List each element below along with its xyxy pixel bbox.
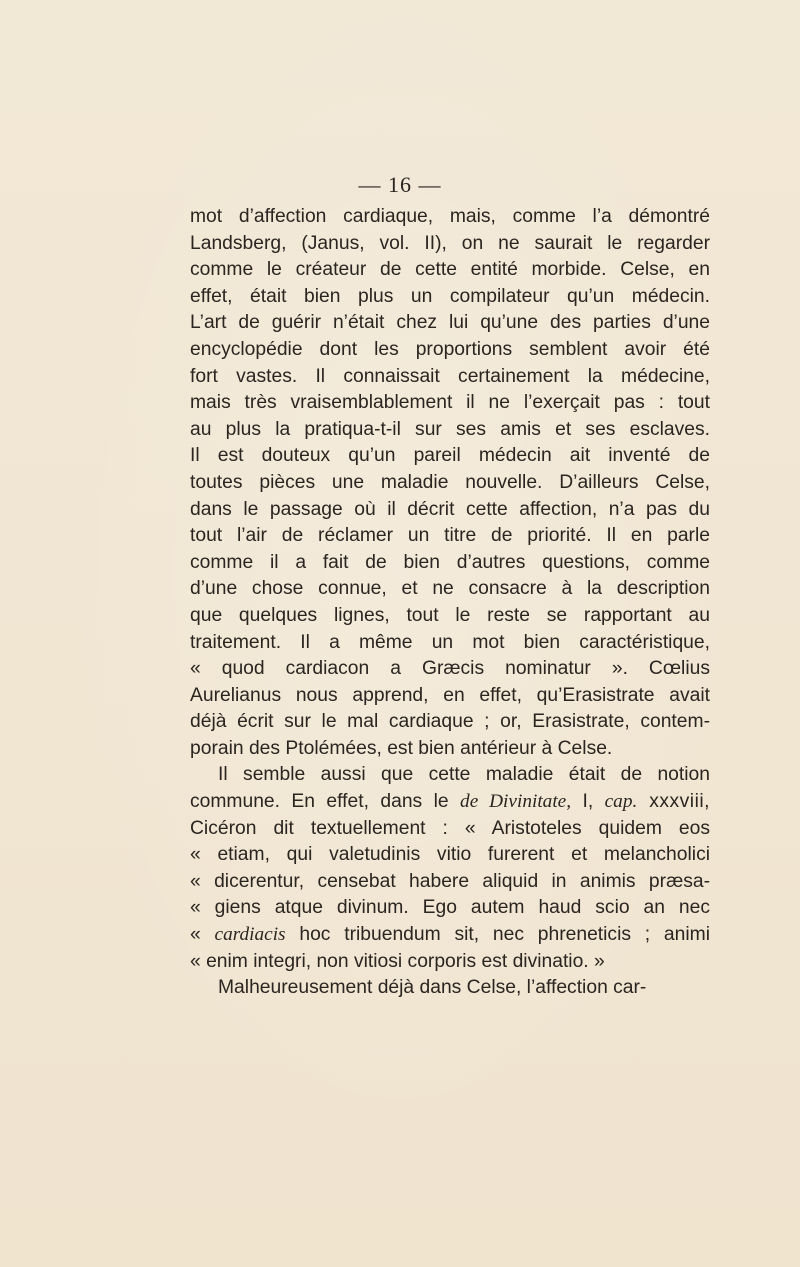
- text-line: mot d’affection cardiaque, mais, comme l’a démontré: [190, 206, 710, 227]
- italic-title: de Divinitate,: [460, 791, 572, 813]
- text-run: I,: [571, 791, 605, 813]
- text-line: « quod cardiacon a Græcis nominatur ». Cœlius: [190, 658, 710, 680]
- text-line: Landsberg, (Janus, vol. II), on ne saurait le regarder: [190, 232, 710, 254]
- text-line: effet, était bien plus un compilateur qu’un médecin.: [190, 285, 710, 307]
- text-line: comme il a fait de bien d’autres questions, comme: [190, 551, 710, 573]
- text-line: Aurelianus nous apprend, en effet, qu’Erasistrate avait: [190, 684, 710, 706]
- text-line: [190, 789, 710, 816]
- quote-line: « giens atque divinum. Ego autem haud scio an nec: [190, 897, 710, 919]
- text-line: tout l’air de réclamer un titre de priorité. Il en parle: [190, 525, 710, 547]
- text-line: d’une chose connue, et ne consacre à la description: [190, 578, 710, 600]
- text-run: «: [190, 924, 215, 946]
- text-line: mais très vraisemblablement il ne l’exerçait pas : tout: [190, 392, 710, 414]
- italic-word: cardiacis: [214, 924, 286, 946]
- quote-line: « dicerentur, censebat habere aliquid in animis præsa-: [190, 870, 710, 892]
- paragraph-first-line: Il semble aussi que cette maladie était de notion: [218, 764, 710, 786]
- text-run: commune. En effet, dans le: [190, 791, 461, 813]
- quote-line: « enim integri, non vitiosi corporis est divinatio. »: [190, 950, 605, 972]
- text-run: xxxviii,: [637, 791, 710, 813]
- italic-abbrev: cap.: [604, 791, 638, 813]
- main-text: [190, 204, 710, 1002]
- text-line: porain des Ptolémées, est bien antérieur à Celse.: [190, 737, 613, 759]
- text-line: toutes pièces une maladie nouvelle. D’ailleurs Celse,: [190, 471, 710, 493]
- page-number: — 16 —: [358, 172, 442, 197]
- text-line: Il est douteux qu’un pareil médecin ait inventé de: [190, 445, 710, 467]
- text-line: déjà écrit sur le mal cardiaque ; or, Erasistrate, contem-: [190, 711, 710, 733]
- text-line: Malheureusement déjà dans Celse, l’affection car-: [218, 977, 647, 999]
- text-line: fort vastes. Il connaissait certainement la médecine,: [190, 365, 710, 387]
- text-line: dans le passage où il décrit cette affection, n’a pas du: [190, 498, 710, 520]
- text-line: que quelques lignes, tout le reste se rapportant au: [190, 604, 710, 626]
- text-line: traitement. Il a même un mot bien caractéristique,: [190, 631, 710, 653]
- quote-line: « etiam, qui valetudinis vitio furerent et melancholici: [190, 844, 710, 866]
- text-line: encyclopédie dont les proportions semblent avoir été: [190, 338, 710, 360]
- text-line: L’art de guérir n’était chez lui qu’une des parties d’une: [190, 312, 710, 334]
- text-line: comme le créateur de cette entité morbide. Celse, en: [190, 259, 710, 281]
- quote-line: [190, 922, 710, 949]
- text-line: au plus la pratiqua-t-il sur ses amis et ses esclaves.: [190, 418, 710, 440]
- text-line: Cicéron dit textuellement : « Aristoteles quidem eos: [190, 817, 710, 839]
- text-run: hoc tribuendum sit, nec phreneticis ; animi: [285, 924, 710, 946]
